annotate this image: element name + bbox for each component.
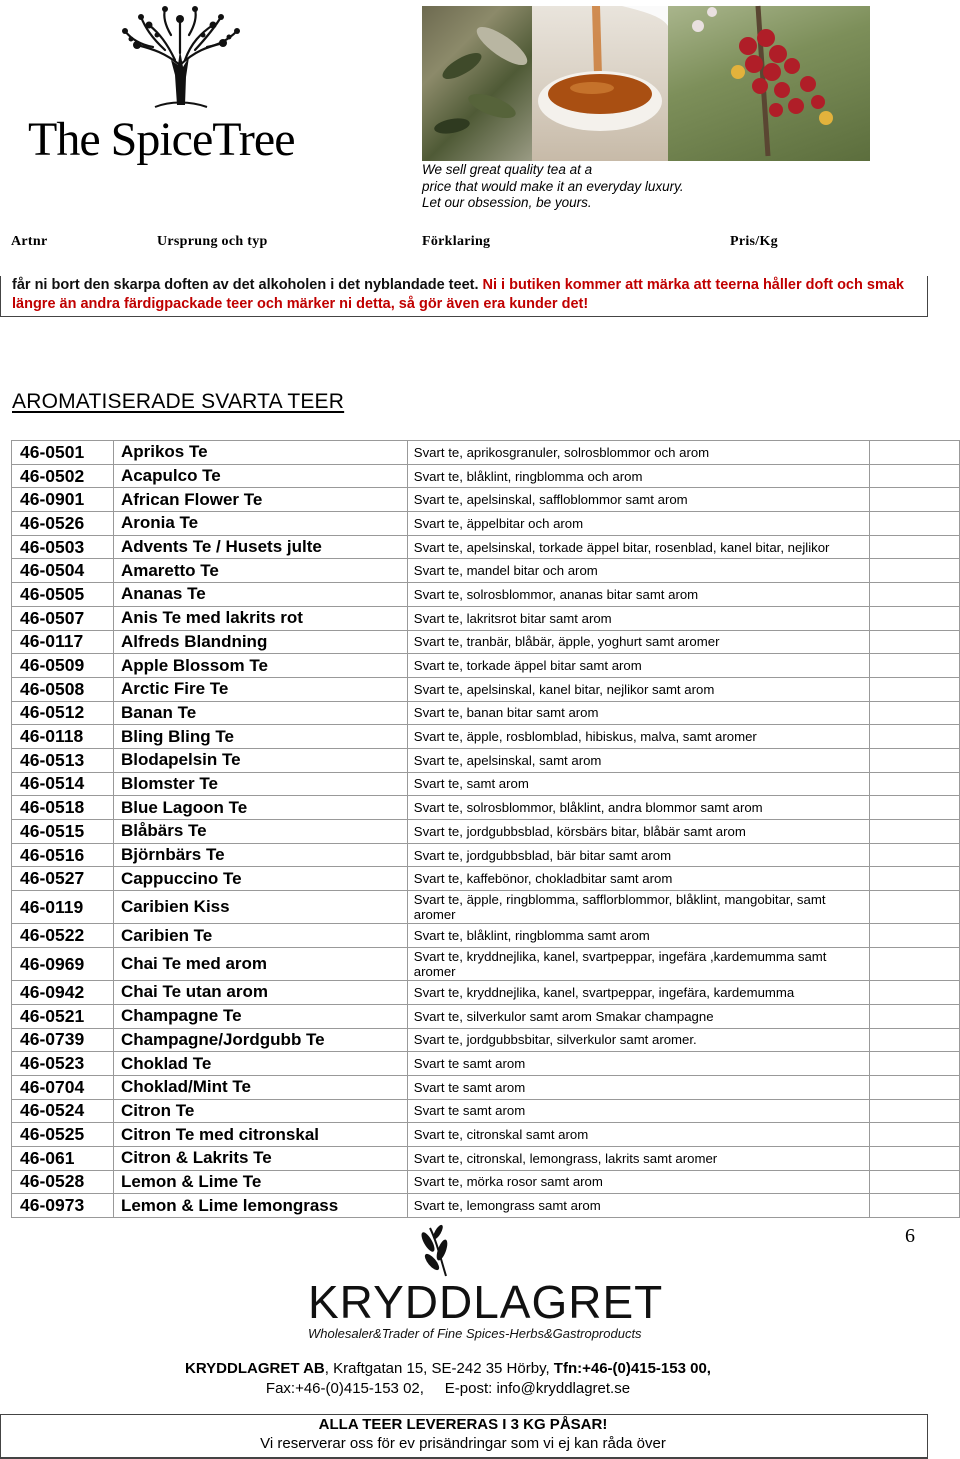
product-row — [12, 1123, 960, 1147]
product-art-number: 46-0512 — [12, 701, 114, 725]
product-row — [12, 820, 960, 844]
product-art-number: 46-0521 — [12, 1004, 114, 1028]
product-art-number: 46-061 — [12, 1146, 114, 1170]
product-name: Citron & Lakrits Te — [113, 1146, 407, 1170]
product-art-number: 46-0505 — [12, 583, 114, 607]
product-row — [12, 1052, 960, 1076]
tagline-line: price that would make it an everyday luxury. — [422, 178, 684, 194]
product-row — [12, 1075, 960, 1099]
product-art-number: 46-0515 — [12, 820, 114, 844]
product-name: Amaretto Te — [113, 559, 407, 583]
product-art-number: 46-0704 — [12, 1075, 114, 1099]
tagline-line: Let our obsession, be yours. — [422, 195, 592, 210]
product-price — [870, 843, 960, 867]
product-art-number: 46-0502 — [12, 464, 114, 488]
product-art-number: 46-0522 — [12, 924, 114, 948]
product-price — [870, 796, 960, 820]
product-name: Caribien Kiss — [113, 891, 407, 924]
product-name: Björnbärs Te — [113, 843, 407, 867]
product-description: Svart te, äpple, rosblomblad, hibiskus, malva, samt aromer — [407, 725, 869, 749]
product-price — [870, 725, 960, 749]
product-art-number: 46-0503 — [12, 535, 114, 559]
product-name: Champagne Te — [113, 1004, 407, 1028]
product-name: Chai Te utan arom — [113, 981, 407, 1005]
product-row — [12, 488, 960, 512]
product-description: Svart te, citronskal, lemongrass, lakrits samt aromer — [407, 1146, 869, 1170]
product-description: Svart te, mörka rosor samt arom — [407, 1170, 869, 1194]
intro-part2: Ni i butiken kommer att märka att teerna håller doft och smak längre än andra färdigpackade teer och märker ni detta, så gör även era kunder det! — [12, 277, 904, 312]
tagline-line: We sell great quality tea at a — [422, 162, 593, 177]
product-row — [12, 981, 960, 1005]
product-row — [12, 1194, 960, 1218]
product-art-number: 46-0117 — [12, 630, 114, 654]
product-name: Advents Te / Husets julte — [113, 535, 407, 559]
product-description: Svart te, äppelbitar och arom — [407, 512, 869, 536]
company-phone: Tfn:+46-(0)415-153 00, — [553, 1360, 711, 1377]
column-header-origin: Ursprung och typ — [157, 234, 268, 249]
product-description: Svart te, kryddnejlika, kanel, svartpeppar, ingefära ,kardemumma samt aromer — [407, 947, 869, 980]
product-name: Banan Te — [113, 701, 407, 725]
product-price — [870, 677, 960, 701]
product-price — [870, 1123, 960, 1147]
product-description: Svart te, mandel bitar och arom — [407, 559, 869, 583]
product-price — [870, 1146, 960, 1170]
product-table — [11, 440, 960, 1218]
product-price — [870, 772, 960, 796]
product-description: Svart te, silverkulor samt arom Smakar champagne — [407, 1004, 869, 1028]
intro-text — [12, 276, 922, 314]
product-row — [12, 464, 960, 488]
product-description: Svart te, lakritsrot bitar samt arom — [407, 606, 869, 630]
product-row — [12, 630, 960, 654]
product-price — [870, 1028, 960, 1052]
product-description: Svart te, torkade äppel bitar samt arom — [407, 654, 869, 678]
product-price — [870, 1170, 960, 1194]
product-description: Svart te samt arom — [407, 1099, 869, 1123]
product-row — [12, 654, 960, 678]
column-header-price: Pris/Kg — [730, 234, 778, 249]
company-street: , Kraftgatan 15, SE-242 35 Hörby, — [324, 1360, 554, 1377]
product-name: Blåbärs Te — [113, 820, 407, 844]
product-description: Svart te, aprikosgranuler, solrosblommor och arom — [407, 441, 869, 465]
product-row — [12, 701, 960, 725]
product-name: Citron Te med citronskal — [113, 1123, 407, 1147]
section-title: AROMATISERADE SVARTA TEER — [12, 390, 345, 413]
product-row — [12, 725, 960, 749]
product-art-number: 46-0969 — [12, 947, 114, 980]
product-row — [12, 1004, 960, 1028]
column-header-artnr: Artnr — [11, 234, 48, 249]
company-name: KRYDDLAGRET AB — [185, 1360, 325, 1377]
product-art-number: 46-0118 — [12, 725, 114, 749]
product-row — [12, 1146, 960, 1170]
product-name: Aronia Te — [113, 512, 407, 536]
product-price — [870, 1194, 960, 1218]
product-art-number: 46-0942 — [12, 981, 114, 1005]
delivery-notice: ALLA TEER LEVERERAS I 3 KG PÅSAR! — [318, 1416, 608, 1433]
product-description: Svart te, apelsinskal, torkade äppel bitar, rosenblad, kanel bitar, nejlikor — [407, 535, 869, 559]
product-price — [870, 630, 960, 654]
product-art-number: 46-0525 — [12, 1123, 114, 1147]
product-description: Svart te, kaffebönor, chokladbitar samt arom — [407, 867, 869, 891]
product-row — [12, 867, 960, 891]
product-price — [870, 559, 960, 583]
product-name: Lemon & Lime Te — [113, 1170, 407, 1194]
product-name: Ananas Te — [113, 583, 407, 607]
product-price — [870, 606, 960, 630]
product-price — [870, 583, 960, 607]
product-row — [12, 512, 960, 536]
product-art-number: 46-0523 — [12, 1052, 114, 1076]
product-name: Blodapelsin Te — [113, 748, 407, 772]
product-name: Choklad/Mint Te — [113, 1075, 407, 1099]
product-name: Anis Te med lakrits rot — [113, 606, 407, 630]
product-price — [870, 1075, 960, 1099]
product-price — [870, 947, 960, 980]
product-row — [12, 559, 960, 583]
product-row — [12, 924, 960, 948]
product-art-number: 46-0501 — [12, 441, 114, 465]
product-table-body — [12, 441, 960, 1218]
product-description: Svart te, kryddnejlika, kanel, svartpeppar, ingefära, kardemumma — [407, 981, 869, 1005]
product-description: Svart te, äpple, ringblomma, safflorblommor, blåklint, mangobitar, samt aromer — [407, 891, 869, 924]
product-name: African Flower Te — [113, 488, 407, 512]
page-number: 6 — [905, 1225, 915, 1247]
product-price — [870, 1099, 960, 1123]
product-name: Choklad Te — [113, 1052, 407, 1076]
product-description: Svart te, jordgubbsblad, körsbärs bitar, blåbär samt arom — [407, 820, 869, 844]
product-name: Cappuccino Te — [113, 867, 407, 891]
product-name: Alfreds Blandning — [113, 630, 407, 654]
kryddlagret-logo — [300, 1226, 664, 1346]
product-art-number: 46-0518 — [12, 796, 114, 820]
product-price — [870, 1052, 960, 1076]
product-row — [12, 891, 960, 924]
product-row — [12, 843, 960, 867]
product-art-number: 46-0516 — [12, 843, 114, 867]
product-price — [870, 981, 960, 1005]
product-price — [870, 488, 960, 512]
tea-cup-photo — [532, 6, 668, 161]
product-name: Blue Lagoon Te — [113, 796, 407, 820]
product-art-number: 46-0504 — [12, 559, 114, 583]
product-art-number: 46-0514 — [12, 772, 114, 796]
address-block — [0, 1359, 896, 1399]
product-row — [12, 535, 960, 559]
product-name: Caribien Te — [113, 924, 407, 948]
product-row — [12, 606, 960, 630]
column-header-explanation: Förklaring — [422, 234, 491, 249]
product-row — [12, 772, 960, 796]
product-name: Bling Bling Te — [113, 725, 407, 749]
intro-part1: får ni bort den skarpa doften av det alkoholen i det nyblandade teet. — [12, 277, 479, 293]
product-description: Svart te, banan bitar samt arom — [407, 701, 869, 725]
product-description: Svart te samt arom — [407, 1075, 869, 1099]
product-row — [12, 748, 960, 772]
product-name: Acapulco Te — [113, 464, 407, 488]
product-price — [870, 701, 960, 725]
product-description: Svart te, citronskal samt arom — [407, 1123, 869, 1147]
product-art-number: 46-0513 — [12, 748, 114, 772]
product-price — [870, 820, 960, 844]
product-art-number: 46-0508 — [12, 677, 114, 701]
product-row — [12, 796, 960, 820]
product-description: Svart te, lemongrass samt arom — [407, 1194, 869, 1218]
product-name: Citron Te — [113, 1099, 407, 1123]
product-art-number: 46-0507 — [12, 606, 114, 630]
product-price — [870, 654, 960, 678]
product-row — [12, 583, 960, 607]
company-contact: Fax:+46-(0)415-153 02, E-post: info@kryddlagret.se — [265, 1380, 631, 1397]
product-price — [870, 512, 960, 536]
product-row — [12, 947, 960, 980]
product-art-number: 46-0973 — [12, 1194, 114, 1218]
brand-name: The SpiceTree — [28, 113, 295, 166]
product-name: Aprikos Te — [113, 441, 407, 465]
price-notice: Vi reserverar oss för ev prisändringar som vi ej kan råda över — [260, 1435, 666, 1452]
product-row — [12, 441, 960, 465]
product-art-number: 46-0527 — [12, 867, 114, 891]
product-description: Svart te, tranbär, blåbär, äpple, yoghurt samt aromer — [407, 630, 869, 654]
product-name: Arctic Fire Te — [113, 677, 407, 701]
product-row — [12, 1170, 960, 1194]
tagline — [422, 162, 722, 212]
product-description: Svart te, solrosblommor, ananas bitar samt arom — [407, 583, 869, 607]
product-row — [12, 677, 960, 701]
product-art-number: 46-0526 — [12, 512, 114, 536]
product-row — [12, 1099, 960, 1123]
product-description: Svart te samt arom — [407, 1052, 869, 1076]
tree-icon — [122, 6, 240, 107]
product-price — [870, 535, 960, 559]
product-art-number: 46-0119 — [12, 891, 114, 924]
product-name: Blomster Te — [113, 772, 407, 796]
product-price — [870, 891, 960, 924]
product-art-number: 46-0739 — [12, 1028, 114, 1052]
product-name: Champagne/Jordgubb Te — [113, 1028, 407, 1052]
kryddlagret-logo-tagline: Wholesaler&Trader of Fine Spices-Herbs&Gastroproducts — [308, 1326, 642, 1341]
product-name: Lemon & Lime lemongrass — [113, 1194, 407, 1218]
product-price — [870, 924, 960, 948]
product-description: Svart te, apelsinskal, samt arom — [407, 748, 869, 772]
product-description: Svart te, blåklint, ringblomma samt arom — [407, 924, 869, 948]
product-price — [870, 1004, 960, 1028]
product-name: Apple Blossom Te — [113, 654, 407, 678]
product-description: Svart te, jordgubbsblad, bär bitar samt arom — [407, 843, 869, 867]
product-art-number: 46-0524 — [12, 1099, 114, 1123]
product-row — [12, 1028, 960, 1052]
product-price — [870, 748, 960, 772]
product-price — [870, 441, 960, 465]
leaf-sprig-icon — [419, 1224, 449, 1276]
product-description: Svart te, samt arom — [407, 772, 869, 796]
product-description: Svart te, jordgubbsbitar, silverkulor samt aromer. — [407, 1028, 869, 1052]
product-art-number: 46-0509 — [12, 654, 114, 678]
product-description: Svart te, apelsinskal, saffloblommor samt arom — [407, 488, 869, 512]
product-price — [870, 464, 960, 488]
coffee-berries-photo — [668, 6, 870, 161]
product-art-number: 46-0901 — [12, 488, 114, 512]
product-art-number: 46-0528 — [12, 1170, 114, 1194]
product-description: Svart te, solrosblommor, blåklint, andra blommor samt arom — [407, 796, 869, 820]
product-description: Svart te, apelsinskal, kanel bitar, nejlikor samt arom — [407, 677, 869, 701]
product-name: Chai Te med arom — [113, 947, 407, 980]
product-description: Svart te, blåklint, ringblomma och arom — [407, 464, 869, 488]
kryddlagret-logo-name: KRYDDLAGRET — [308, 1276, 664, 1328]
product-price — [870, 867, 960, 891]
tea-leaves-photo — [422, 6, 532, 161]
